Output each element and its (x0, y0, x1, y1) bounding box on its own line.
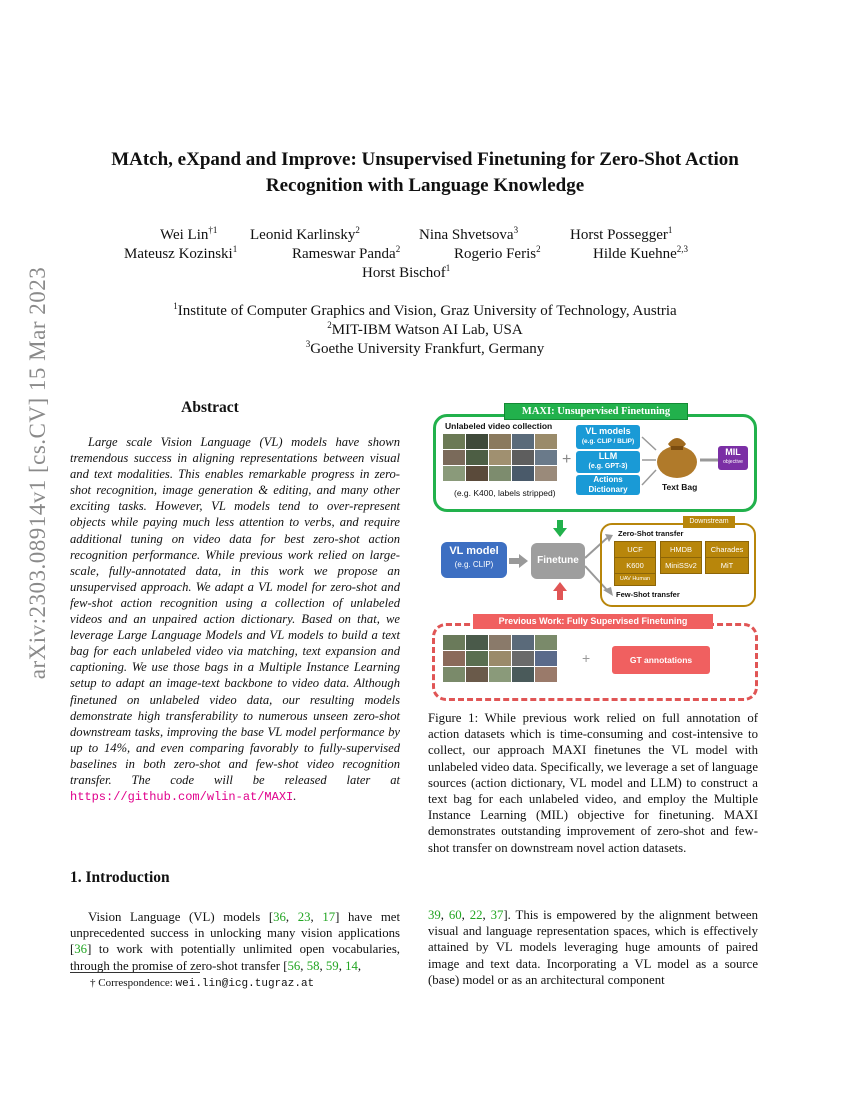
author: Nina Shvetsova$^3$ (419, 225, 519, 243)
plus-sign: + (582, 650, 591, 666)
code-link[interactable]: https://github.com/wlin-at/MAXI (70, 790, 294, 805)
dataset-ucf: UCF (614, 541, 656, 558)
citation-link[interactable]: 39 (428, 908, 441, 922)
dataset-charades: Charades (705, 541, 749, 558)
previous-work-title: Previous Work: Fully Supervised Finetuning (473, 614, 713, 629)
paper-title (60, 147, 790, 199)
section-heading-introduction: 1. Introduction (70, 869, 170, 886)
right-arrow-icon (509, 554, 529, 568)
footnote-rule (70, 972, 200, 973)
zero-shot-label: Zero-Shot transfer (618, 529, 684, 538)
maxi-panel-title: MAXI: Unsupervised Finetuning (504, 403, 688, 420)
citation-link[interactable]: 22 (469, 908, 483, 922)
affiliation: $^1$Institute of Computer Graphics and Vision, Graz University of Technology, Austria (173, 301, 677, 319)
author: Rogerio Feris$^2$ (454, 244, 541, 262)
downstream-label: Downstream (683, 516, 735, 528)
author: Horst Possegger$^1$ (570, 225, 673, 243)
dataset-mit: MiT (705, 557, 749, 574)
vl-model-box: VL model (e.g. CLIP) (441, 542, 507, 578)
author: Wei Lin$^{\dagger 1}$ (160, 225, 218, 243)
author: Rameswar Panda$^2$ (292, 244, 401, 262)
gt-annotations-box: GT annotations (612, 646, 710, 674)
few-shot-label: Few-Shot transfer (616, 590, 680, 599)
title-line-1: MAtch, eXpand and Improve: Unsupervised Finetuning for Zero-Shot Action (111, 149, 739, 170)
k400-label: (e.g. K400, labels stripped) (454, 488, 556, 498)
citation-link[interactable]: 59 (325, 958, 339, 973)
video-thumbnails (443, 434, 557, 481)
dataset-k600: K600 (614, 557, 656, 574)
citation-link[interactable]: 36 (74, 942, 88, 957)
citation-link[interactable]: 58 (306, 958, 320, 973)
citation-link[interactable]: 14 (345, 958, 358, 973)
actions-dictionary-box: Actions Dictionary (576, 475, 640, 495)
intro-continued: 39, 60, 22, 37]. This is empowered by the alignment between visual and language representation spaces, which is effectively attained by VL models leveraging huge amounts of paired image and text data. Incorporating a VL model as a source (base) model or as an architectural component (428, 908, 758, 987)
abstract-heading: Abstract (181, 399, 239, 416)
affiliation: $^2$MIT-IBM Watson AI Lab, USA (327, 320, 523, 338)
citation-link[interactable]: 36 (273, 910, 286, 924)
arxiv-identifier: arXiv:2303.08914v1 [cs.CV] 15 Mar 2023 (25, 266, 50, 680)
author: Mateusz Kozinski$^1$ (124, 244, 238, 262)
unlabeled-label: Unlabeled video collection (445, 421, 553, 431)
affiliation: $^3$Goethe University Frankfurt, Germany (305, 339, 545, 357)
citation-link[interactable]: 23 (297, 910, 311, 924)
citation-link[interactable]: 60 (448, 908, 462, 922)
vl-models-box: VL models (e.g. CLIP / BLIP) (576, 425, 640, 449)
citation-link[interactable]: 56 (287, 958, 301, 973)
llm-box: LLM (e.g. GPT-3) (576, 451, 640, 473)
plus-sign: + (562, 451, 572, 468)
footnote: † Correspondence: wei.lin@icg.tugraz.at (90, 977, 315, 990)
title-line-2: Recognition with Language Knowledge (265, 175, 585, 196)
up-arrow-icon (553, 582, 567, 600)
dataset-uav-human: UAV Human (614, 573, 656, 586)
figure-caption: Figure 1: While previous work relied on full annotation of action datasets which is time-consuming and cost-intensive to collect, our approach MAXI finetunes the VL model with unlabeled video data. Specifically, we leverage a set of language sources (action dictionary, VL model and LLM) to construct a text bag for each unlabeled video, and employ the Multiple Instance Learning (MIL) objective for finetuning. MAXI demonstrates outstanding improvement of zero-shot and few-shot transfer on downstream novel action datasets. (428, 711, 758, 855)
bag-icon (654, 428, 700, 480)
author: Leonid Karlinsky$^2$ (250, 225, 360, 243)
text-bag-label: Text Bag (662, 482, 698, 492)
email: wei.lin@icg.tugraz.at (175, 978, 315, 990)
intro-paragraph: Vision Language (VL) models [36, 23, 17] have met unprecedented success in unlocking many vision applications [36] to work with potentially unlimited open vocabularies, through the promise of zero-shot transfer [56, 58, 59, 14, (70, 910, 401, 973)
citation-link[interactable]: 37 (490, 908, 504, 922)
finetune-box: Finetune (531, 543, 585, 579)
mil-box: MIL objective (718, 446, 748, 470)
author: Horst Bischof$^1$ (362, 263, 451, 281)
labeled-thumbnails (443, 635, 557, 682)
dataset-minissv2: MiniSSv2 (660, 557, 702, 574)
citation-link[interactable]: 17 (322, 910, 336, 924)
author: Hilde Kuehne$^{2,3}$ (593, 244, 688, 262)
dataset-hmdb: HMDB (660, 541, 702, 558)
down-arrow-icon (553, 520, 567, 538)
abstract-body: Large scale Vision Language (VL) models have shown tremendous success in aligning representations between visual and text modalities. This enables remarkable progress in zero-shot recognition, image generation & editing, and many other exciting tasks. However, VL models tend to over-represent objects while paying much less attention to verbs, and require additional tuning on video data for best zero-shot action recognition performance. While previous work relied on large-scale, fully-annotated data, in this work we propose an unsupervised approach. We adapt a VL model for zero-shot and few-shot action recognition using a collection of unlabeled videos and an unpaired action dictionary. Based on that, we leverage Large Language Models and VL models to build a text bag for each unlabeled video via matching, text expansion and captioning. We use those bags in a Multiple Instance Learning setup to adapt an image-text backbone to video data. Although finetuned on unlabeled video data, our resulting models demonstrate high transferability to numerous unseen zero-shot downstream tasks, improving the base VL model performance by up to 14%, and even comparing favorably to fully-supervised baselines in both zero-shot and few-shot video recognition transfer. The code will be released later at https://github.com/wlin-at/MAXI. (70, 435, 400, 805)
